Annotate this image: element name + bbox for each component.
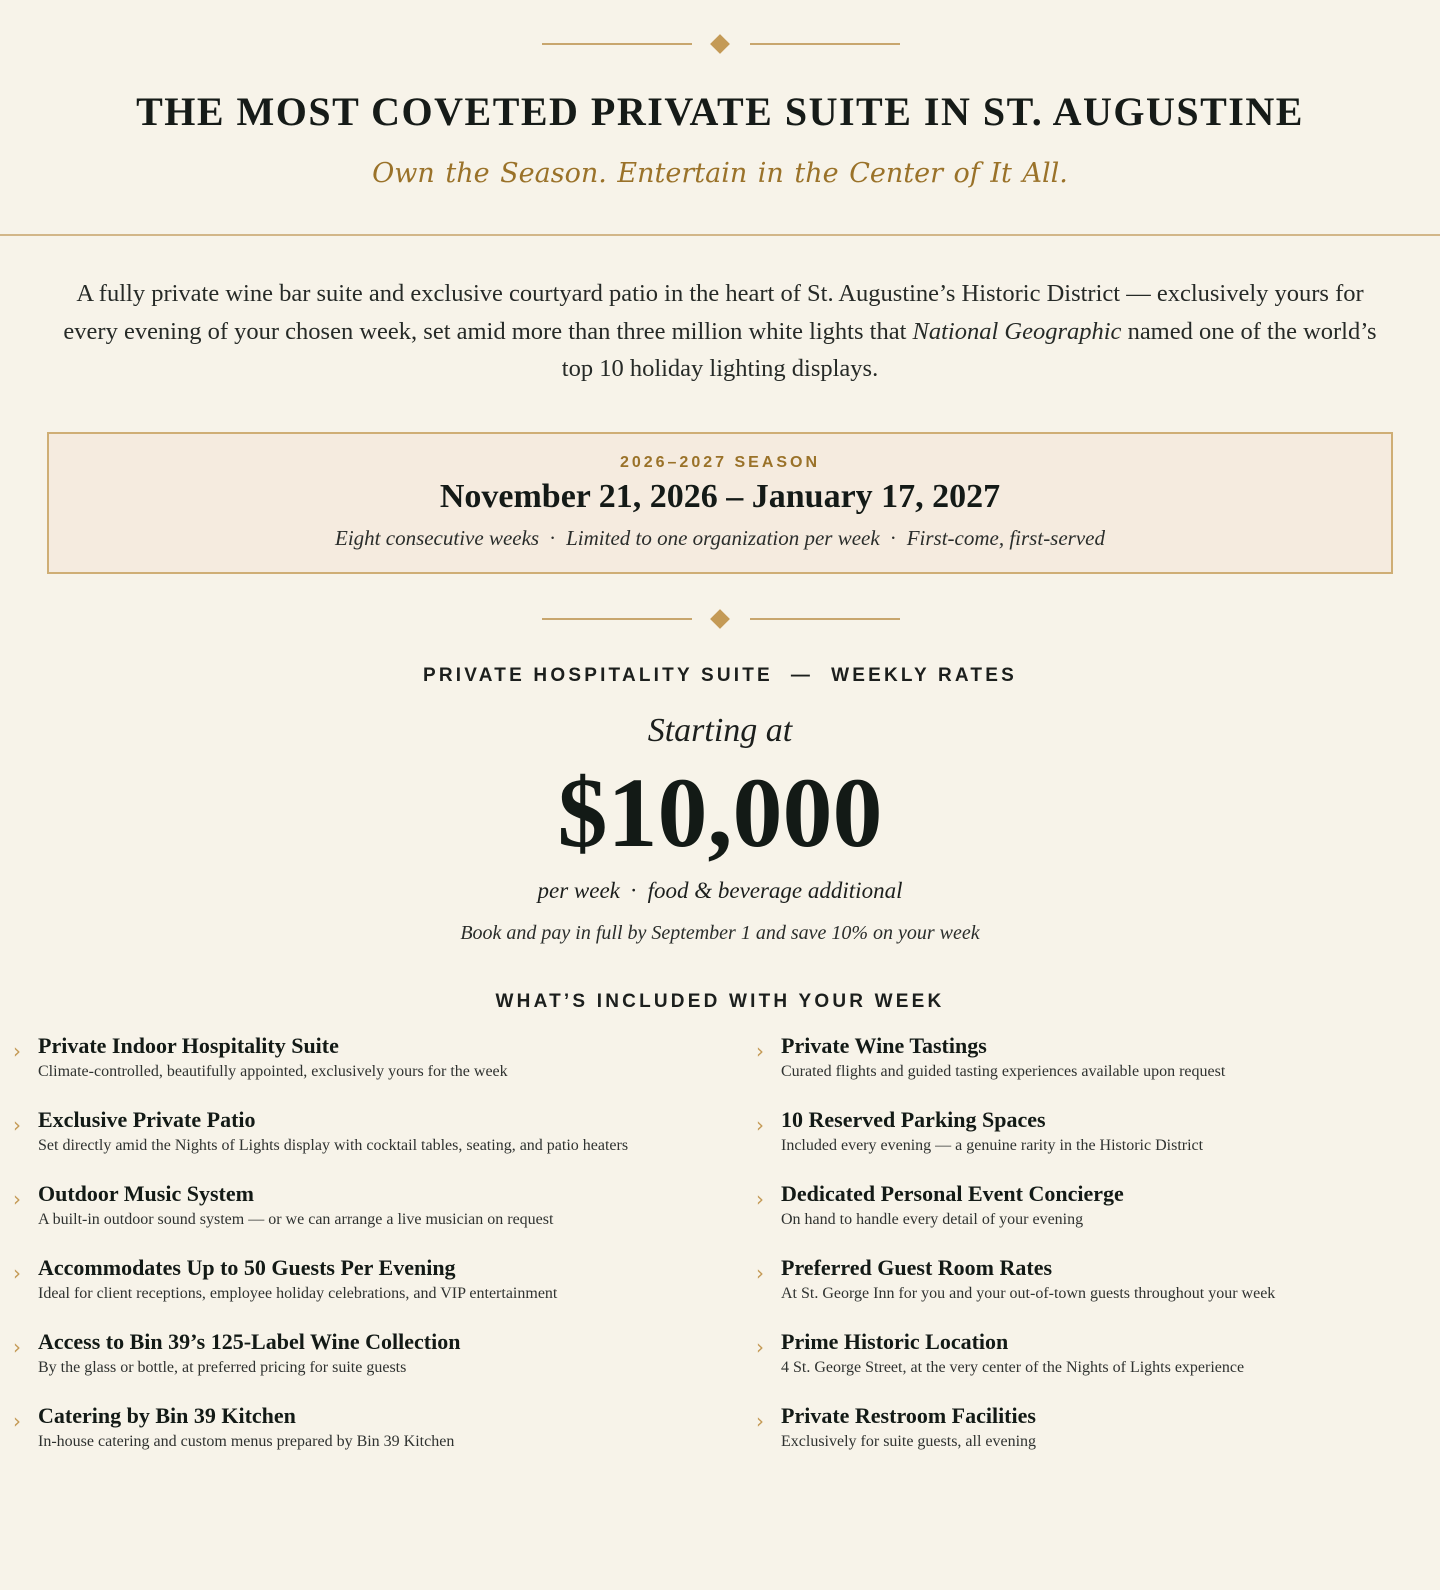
season-note: Limited to one organization per week <box>566 526 880 550</box>
chevron-right-icon: › <box>13 1261 21 1285</box>
diamond-icon <box>710 609 730 629</box>
early-booking-discount: Book and pay in full by September 1 and save 10% on your week <box>460 922 980 944</box>
feature-description: Included every evening — a genuine rarity in the Historic District <box>781 1137 1204 1154</box>
feature-title: Exclusive Private Patio <box>38 1107 256 1132</box>
season-note: Eight consecutive weeks <box>335 526 540 550</box>
feature-title: 10 Reserved Parking Spaces <box>781 1107 1046 1132</box>
feature-description: A built-in outdoor sound system — or we can arrange a live musician on request <box>38 1211 554 1228</box>
feature-item <box>13 1181 703 1241</box>
weekly-price: $10,000 <box>557 757 883 868</box>
intro-text-2: named one of the world’s top 10 holiday lighting displays. <box>561 317 1377 382</box>
feature-item <box>756 1329 1436 1389</box>
chevron-right-icon: › <box>13 1113 21 1137</box>
feature-title: Preferred Guest Room Rates <box>781 1255 1053 1280</box>
starting-at-label: Starting at <box>647 712 793 749</box>
feature-title: Dedicated Personal Event Concierge <box>781 1181 1124 1206</box>
feature-item <box>13 1255 703 1315</box>
feature-title: Access to Bin 39’s 125-Label Wine Collection <box>38 1329 461 1354</box>
feature-title: Catering by Bin 39 Kitchen <box>38 1403 296 1428</box>
season-dates: November 21, 2026 – January 17, 2027 <box>439 478 1001 515</box>
chevron-right-icon: › <box>13 1187 21 1211</box>
chevron-right-icon: › <box>756 1261 764 1285</box>
feature-description: Exclusively for suite guests, all evening <box>781 1433 1037 1450</box>
chevron-right-icon: › <box>13 1335 21 1359</box>
feature-item <box>13 1033 703 1093</box>
included-heading: WHAT’S INCLUDED WITH YOUR WEEK <box>495 991 945 1012</box>
feature-item <box>756 1181 1436 1241</box>
header-rule <box>0 234 1440 236</box>
feature-title: Private Restroom Facilities <box>781 1403 1036 1428</box>
season-label: 2026–2027 SEASON <box>619 454 821 471</box>
chevron-right-icon: › <box>756 1335 764 1359</box>
price-term: per week <box>537 878 620 903</box>
feature-item <box>756 1403 1436 1463</box>
divider-line-right <box>750 618 900 620</box>
chevron-right-icon: › <box>756 1039 764 1063</box>
season-note: First-come, first-served <box>906 526 1105 550</box>
top-divider-ornament <box>0 34 1440 54</box>
feature-description: At St. George Inn for you and your out-of-town guests throughout your week <box>781 1285 1276 1302</box>
price-terms <box>0 878 1440 904</box>
feature-item <box>13 1107 703 1167</box>
feature-description: Curated flights and guided tasting experiences available upon request <box>781 1063 1226 1080</box>
feature-title: Private Wine Tastings <box>781 1033 987 1058</box>
feature-item <box>13 1329 703 1389</box>
mid-divider-ornament <box>0 609 1440 629</box>
feature-item <box>756 1107 1436 1167</box>
chevron-right-icon: › <box>756 1409 764 1433</box>
rates-heading <box>0 665 1440 687</box>
feature-description: On hand to handle every detail of your evening <box>781 1211 1084 1228</box>
chevron-right-icon: › <box>756 1187 764 1211</box>
chevron-right-icon: › <box>13 1039 21 1063</box>
feature-description: 4 St. George Street, at the very center of the Nights of Lights experience <box>781 1359 1245 1376</box>
separator-dot: · <box>889 526 897 550</box>
rates-heading-dash: — <box>790 665 814 686</box>
feature-title: Private Indoor Hospitality Suite <box>38 1033 339 1058</box>
season-box <box>47 432 1393 574</box>
chevron-right-icon: › <box>13 1409 21 1433</box>
divider-line-left <box>542 618 692 620</box>
separator-dot: · <box>549 526 557 550</box>
season-notes <box>49 526 1391 551</box>
feature-title: Accommodates Up to 50 Guests Per Evening <box>38 1255 456 1280</box>
feature-description: Climate-controlled, beautifully appointed, exclusively yours for the week <box>38 1063 508 1080</box>
feature-description: In-house catering and custom menus prepared by Bin 39 Kitchen <box>38 1433 455 1450</box>
feature-item <box>756 1255 1436 1315</box>
intro-text-1: A fully private wine bar suite and exclusive courtyard patio in the heart of St. Augustine’s Historic District — exclusively yours for every evening of your chosen week, set amid more than three million white lights that <box>63 280 1364 345</box>
rates-heading-left: PRIVATE HOSPITALITY SUITE <box>423 665 773 686</box>
feature-title: Prime Historic Location <box>781 1329 1009 1354</box>
feature-description: Set directly amid the Nights of Lights display with cocktail tables, seating, and patio heaters <box>38 1137 629 1154</box>
divider-line-right <box>750 43 900 45</box>
feature-item <box>13 1403 703 1463</box>
chevron-right-icon: › <box>756 1113 764 1137</box>
separator-dot: · <box>629 878 638 903</box>
feature-description: By the glass or bottle, at preferred pricing for suite guests <box>38 1359 407 1376</box>
rates-heading-right: WEEKLY RATES <box>831 665 1017 686</box>
feature-item <box>756 1033 1436 1093</box>
feature-description: Ideal for client receptions, employee holiday celebrations, and VIP entertainment <box>38 1285 558 1302</box>
diamond-icon <box>710 34 730 54</box>
divider-line-left <box>542 43 692 45</box>
price-term: food & beverage additional <box>647 878 903 903</box>
intro-emphasis: National Geographic <box>912 317 1122 345</box>
intro-paragraph <box>60 275 1380 388</box>
page-title: THE MOST COVETED PRIVATE SUITE IN ST. AUGUSTINE <box>136 89 1304 134</box>
feature-title: Outdoor Music System <box>38 1181 254 1206</box>
tagline: Own the Season. Entertain in the Center of It All. <box>372 158 1068 189</box>
